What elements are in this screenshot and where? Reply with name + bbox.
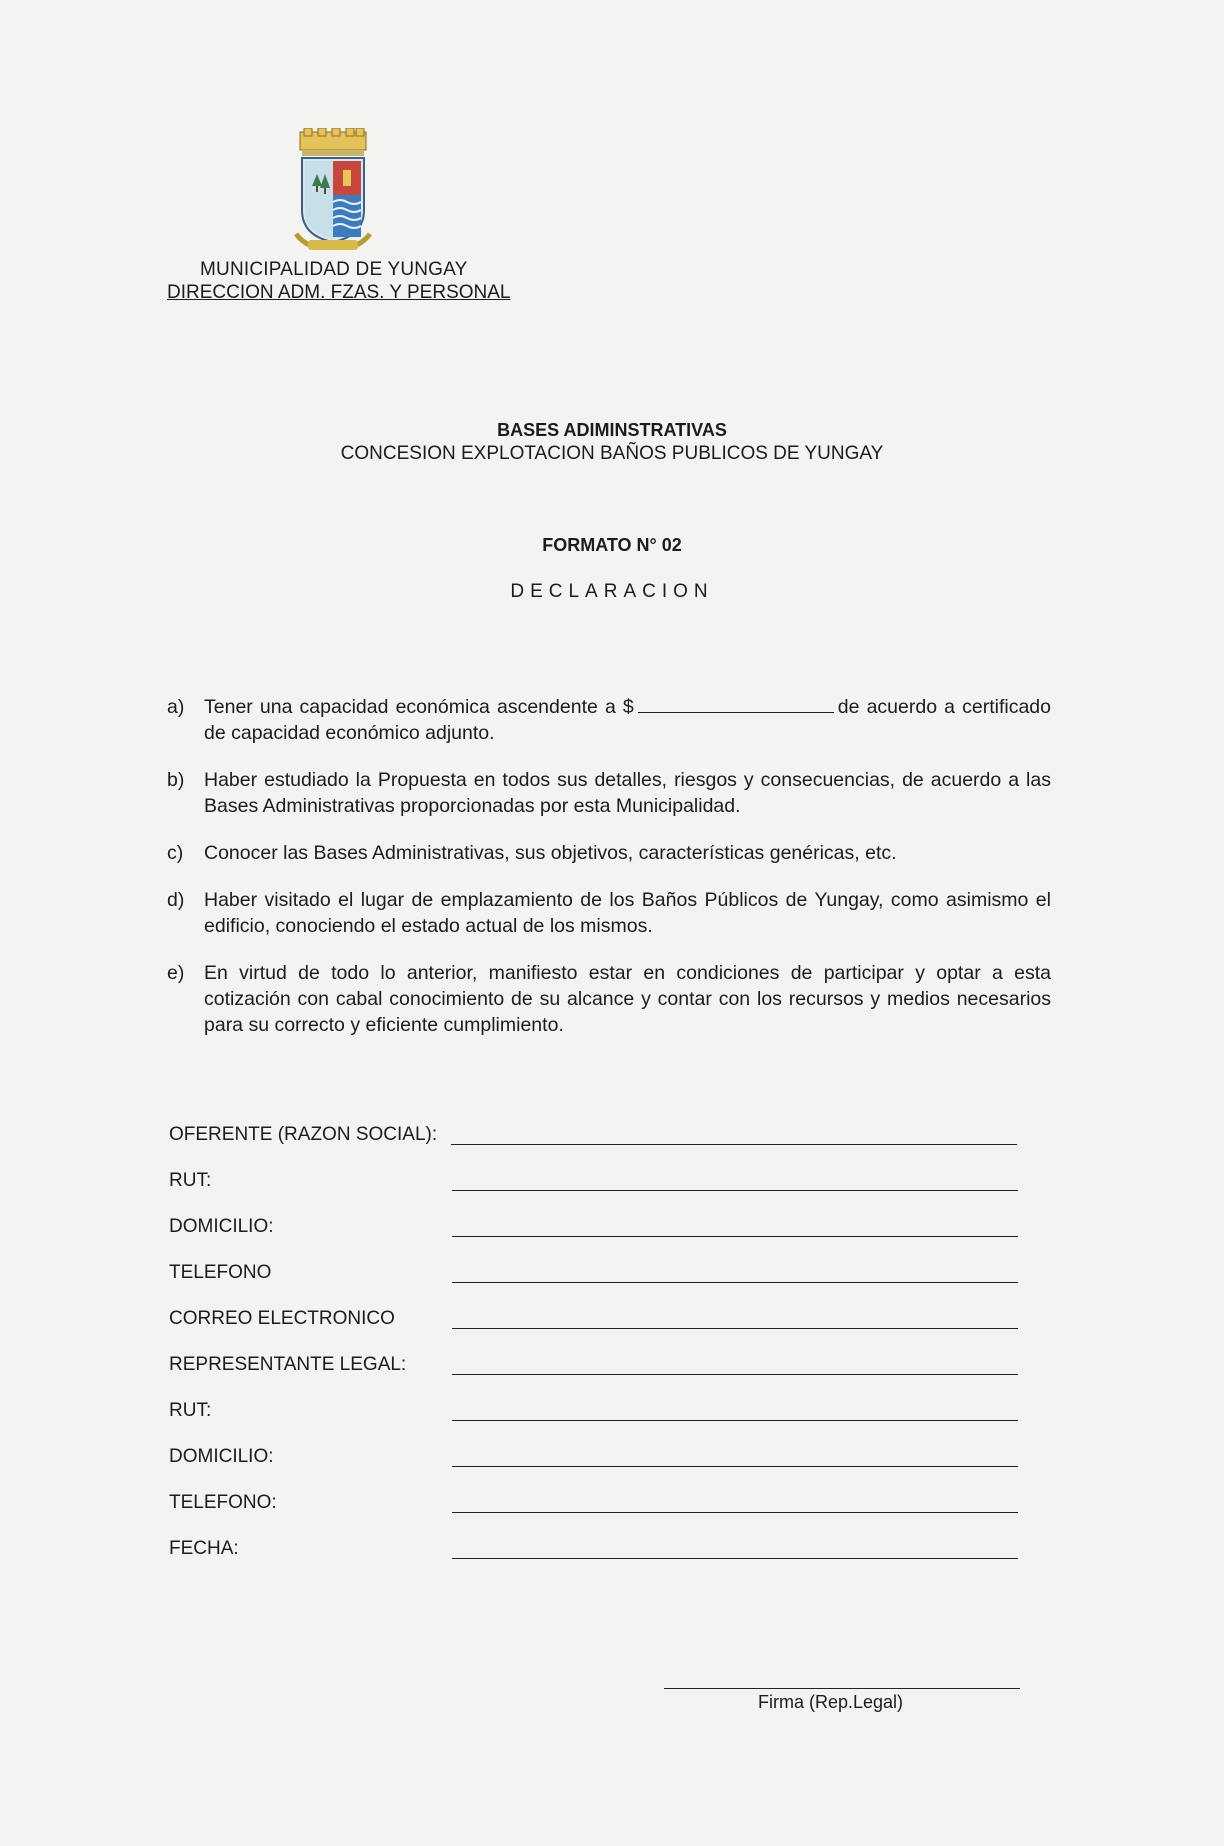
item-letter: d) — [167, 889, 185, 911]
declaration-list — [167, 694, 1051, 1059]
item-text: Haber visitado el lugar de emplazamiento de los Baños Públicos de Yungay, como asimismo el edificio, conociendo el estado actual de los mismos. — [204, 889, 1051, 937]
field-telefono — [169, 1258, 1019, 1304]
item-letter: e) — [167, 962, 185, 984]
field-representante — [169, 1350, 1019, 1396]
field-blank-line[interactable] — [452, 1420, 1018, 1421]
field-label: RUT: — [169, 1170, 212, 1191]
field-blank-line[interactable] — [452, 1466, 1018, 1467]
declaration-item-b — [167, 767, 1051, 819]
field-rep-domicilio — [169, 1442, 1019, 1488]
field-label: TELEFONO — [169, 1262, 272, 1283]
declaration-item-c — [167, 840, 1051, 866]
item-text: Conocer las Bases Administrativas, sus objetivos, características genéricas, etc. — [204, 842, 897, 864]
field-label: CORREO ELECTRONICO — [169, 1308, 395, 1329]
field-blank-line[interactable] — [452, 1236, 1018, 1237]
field-rut — [169, 1166, 1019, 1212]
declaration-heading: DECLARACION — [510, 581, 714, 602]
field-blank-line[interactable] — [451, 1144, 1017, 1145]
field-label: TELEFONO: — [169, 1492, 277, 1513]
field-blank-line[interactable] — [452, 1328, 1018, 1329]
field-domicilio — [169, 1212, 1019, 1258]
signature-label: Firma (Rep.Legal) — [758, 1692, 904, 1712]
economic-capacity-blank[interactable] — [638, 694, 834, 713]
signature-line[interactable] — [664, 1688, 1020, 1689]
bidder-form — [169, 1120, 1019, 1580]
field-label: FECHA: — [169, 1538, 239, 1559]
document-title: BASES ADIMINSTRATIVAS — [497, 420, 727, 440]
organization-department: DIRECCION ADM. FZAS. Y PERSONAL — [167, 282, 511, 303]
item-letter: a) — [167, 696, 185, 718]
field-oferente — [169, 1120, 1019, 1166]
item-text-before-blank: Tener una capacidad económica ascendente a $ — [204, 696, 634, 718]
item-text: En virtud de todo lo anterior, manifiesto estar en condiciones de participar y optar a esta cotización con cabal conocimiento de su alcance y contar con los recursos y medios necesarios para su correcto y eficiente cumplimiento. — [204, 962, 1051, 1036]
item-letter: c) — [167, 842, 184, 864]
format-number: FORMATO N° 02 — [542, 535, 682, 555]
document-subtitle: CONCESION EXPLOTACION BAÑOS PUBLICOS DE YUNGAY — [340, 443, 884, 464]
field-label: OFERENTE (RAZON SOCIAL): — [169, 1124, 438, 1145]
field-fecha — [169, 1534, 1019, 1580]
organization-name: MUNICIPALIDAD DE YUNGAY — [200, 259, 468, 280]
item-text-after-blank: de acuerdo a certificado de capacidad económico adjunto. — [204, 696, 1051, 744]
field-rep-rut — [169, 1396, 1019, 1442]
field-blank-line[interactable] — [452, 1190, 1018, 1191]
declaration-item-e — [167, 960, 1051, 1038]
field-label: REPRESENTANTE LEGAL: — [169, 1354, 407, 1375]
field-blank-line[interactable] — [452, 1374, 1018, 1375]
item-letter: b) — [167, 769, 185, 791]
field-label: RUT: — [169, 1400, 212, 1421]
field-blank-line[interactable] — [452, 1558, 1018, 1559]
field-blank-line[interactable] — [452, 1282, 1018, 1283]
field-rep-telefono — [169, 1488, 1019, 1534]
field-correo — [169, 1304, 1019, 1350]
item-text: Haber estudiado la Propuesta en todos sus detalles, riesgos y consecuencias, de acuerdo a las Bases Administrativas proporcionadas por esta Municipalidad. — [204, 769, 1051, 817]
field-label: DOMICILIO: — [169, 1446, 274, 1467]
declaration-item-a — [167, 694, 1051, 746]
field-label: DOMICILIO: — [169, 1216, 274, 1237]
declaration-item-d — [167, 887, 1051, 939]
municipal-coat-of-arms-logo — [290, 128, 376, 256]
field-blank-line[interactable] — [452, 1512, 1018, 1513]
